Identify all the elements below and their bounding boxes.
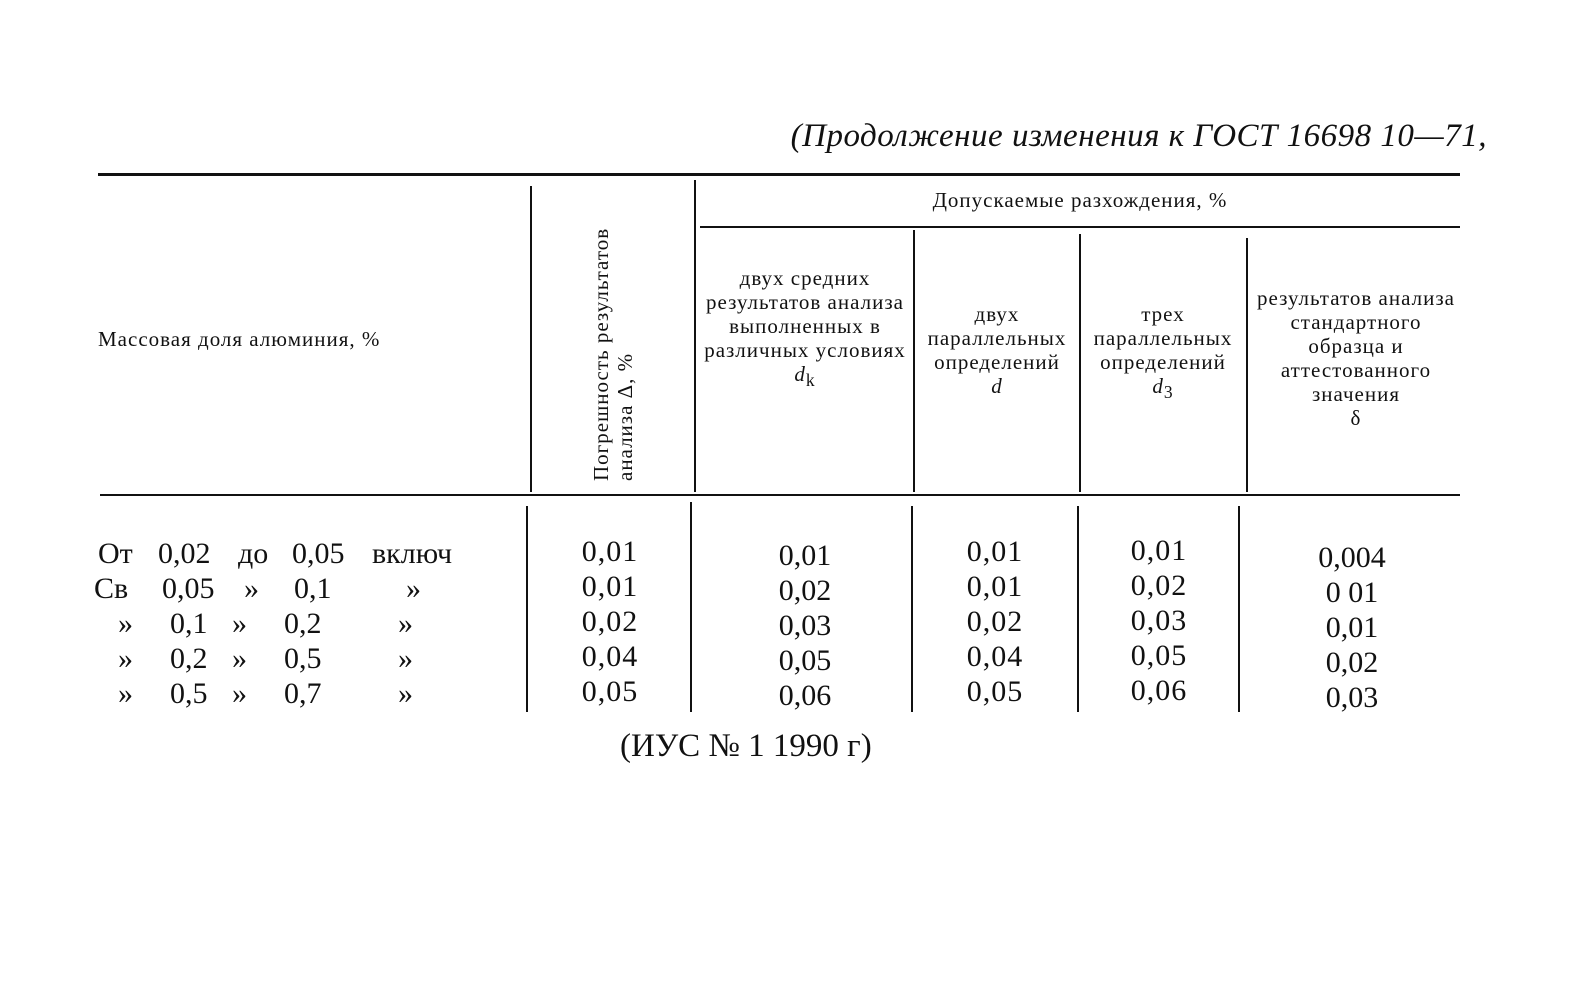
col-divider-4 bbox=[1079, 234, 1081, 492]
table-top-rule bbox=[98, 173, 1460, 176]
d3-value: 0,01 bbox=[1130, 534, 1188, 567]
range-suffix: » bbox=[398, 607, 413, 640]
d-value: 0,04 bbox=[966, 640, 1024, 673]
dk-value: 0,02 bbox=[778, 574, 832, 607]
range-prefix: » bbox=[118, 642, 133, 675]
dk-value: 0,06 bbox=[778, 679, 832, 712]
source-reference: (ИУС № 1 1990 г) bbox=[620, 728, 872, 764]
range-suffix: » bbox=[398, 642, 413, 675]
d-value: 0,05 bbox=[966, 675, 1024, 708]
range-prefix: » bbox=[118, 607, 133, 640]
range-to: 0,7 bbox=[284, 677, 322, 710]
error-value: 0,04 bbox=[581, 640, 639, 673]
error-value: 0,01 bbox=[581, 570, 639, 603]
body-divider-4 bbox=[1077, 506, 1079, 712]
d-column bbox=[916, 534, 1074, 709]
group-underline bbox=[700, 226, 1460, 228]
header-error-cell bbox=[535, 196, 690, 486]
range-prefix: Св bbox=[94, 572, 129, 605]
header-delta-label: результатов анализа стандартного образца и аттестованного значения bbox=[1257, 286, 1455, 406]
delta-value: 0,02 bbox=[1325, 646, 1379, 679]
error-column bbox=[535, 534, 685, 709]
range-prefix: От bbox=[98, 537, 133, 570]
delta-value: 0,004 bbox=[1318, 541, 1386, 574]
header-error: Погрешность результатов анализа Δ, % bbox=[588, 227, 637, 481]
dk-value: 0,03 bbox=[778, 609, 832, 642]
header-group-title: Допускаемые разхождения, % bbox=[932, 188, 1228, 212]
dk-value: 0,01 bbox=[778, 539, 832, 572]
range-suffix: » bbox=[398, 677, 413, 710]
dk-column bbox=[700, 538, 910, 713]
range-from: 0,1 bbox=[170, 607, 208, 640]
header-dk-symbol: $d_k$ bbox=[794, 362, 816, 391]
d-value: 0,02 bbox=[966, 605, 1024, 638]
header-d-symbol: d bbox=[991, 374, 1003, 398]
range-suffix: » bbox=[406, 572, 421, 605]
range-to-word: » bbox=[232, 642, 247, 675]
header-delta-symbol: δ bbox=[1350, 406, 1362, 430]
range-to: 0,5 bbox=[284, 642, 322, 675]
delta-column bbox=[1244, 540, 1460, 715]
d3-column bbox=[1082, 533, 1236, 708]
range-to: 0,2 bbox=[284, 607, 322, 640]
d3-value: 0,05 bbox=[1130, 639, 1188, 672]
dk-value: 0,05 bbox=[778, 644, 832, 677]
body-divider-3 bbox=[911, 506, 913, 712]
body-divider-5 bbox=[1238, 506, 1240, 712]
delta-value: 0 01 bbox=[1325, 576, 1379, 609]
header-d3-symbol: $d_3$ bbox=[1152, 374, 1174, 403]
col-divider-3 bbox=[913, 230, 915, 492]
col-divider-2 bbox=[694, 180, 696, 492]
header-delta bbox=[1252, 286, 1460, 430]
range-from: 0,5 bbox=[170, 677, 208, 710]
header-d3-label: трех параллельных определений bbox=[1093, 302, 1233, 374]
range-from: 0,05 bbox=[162, 572, 215, 605]
col-divider-1 bbox=[530, 186, 532, 492]
header-mass-fraction: Массовая доля алюминия, % bbox=[98, 327, 381, 351]
header-dk bbox=[700, 266, 910, 392]
header-dk-label: двух средних результатов анализа выполненных в различных условиях bbox=[704, 266, 906, 362]
range-to-word: » bbox=[232, 607, 247, 640]
d-value: 0,01 bbox=[966, 570, 1024, 603]
error-value: 0,02 bbox=[581, 605, 639, 638]
col-divider-5 bbox=[1246, 238, 1248, 492]
header-d bbox=[918, 302, 1076, 398]
header-bottom-rule bbox=[100, 494, 1460, 496]
error-value: 0,01 bbox=[581, 535, 639, 568]
delta-value: 0,03 bbox=[1325, 681, 1379, 714]
range-from: 0,2 bbox=[170, 642, 208, 675]
error-value: 0,05 bbox=[581, 675, 639, 708]
range-to-word: » bbox=[244, 572, 259, 605]
range-from: 0,02 bbox=[158, 537, 211, 570]
d3-value: 0,03 bbox=[1130, 604, 1188, 637]
delta-value: 0,01 bbox=[1325, 611, 1379, 644]
d3-value: 0,06 bbox=[1130, 674, 1188, 707]
header-d-label: двух параллельных определений bbox=[927, 302, 1067, 374]
d3-value: 0,02 bbox=[1130, 569, 1188, 602]
d-value: 0,01 bbox=[966, 535, 1024, 568]
header-d3 bbox=[1084, 302, 1242, 404]
body-divider-1 bbox=[526, 506, 528, 712]
range-to: 0,05 bbox=[292, 537, 345, 570]
body-divider-2 bbox=[690, 502, 692, 712]
range-to-word: до bbox=[238, 537, 269, 570]
range-suffix: включ bbox=[372, 537, 453, 570]
continuation-note: (Продолжение изменения к ГОСТ 16698 10—71, bbox=[790, 118, 1487, 154]
range-prefix: » bbox=[118, 677, 133, 710]
range-to: 0,1 bbox=[294, 572, 332, 605]
range-to-word: » bbox=[232, 677, 247, 710]
